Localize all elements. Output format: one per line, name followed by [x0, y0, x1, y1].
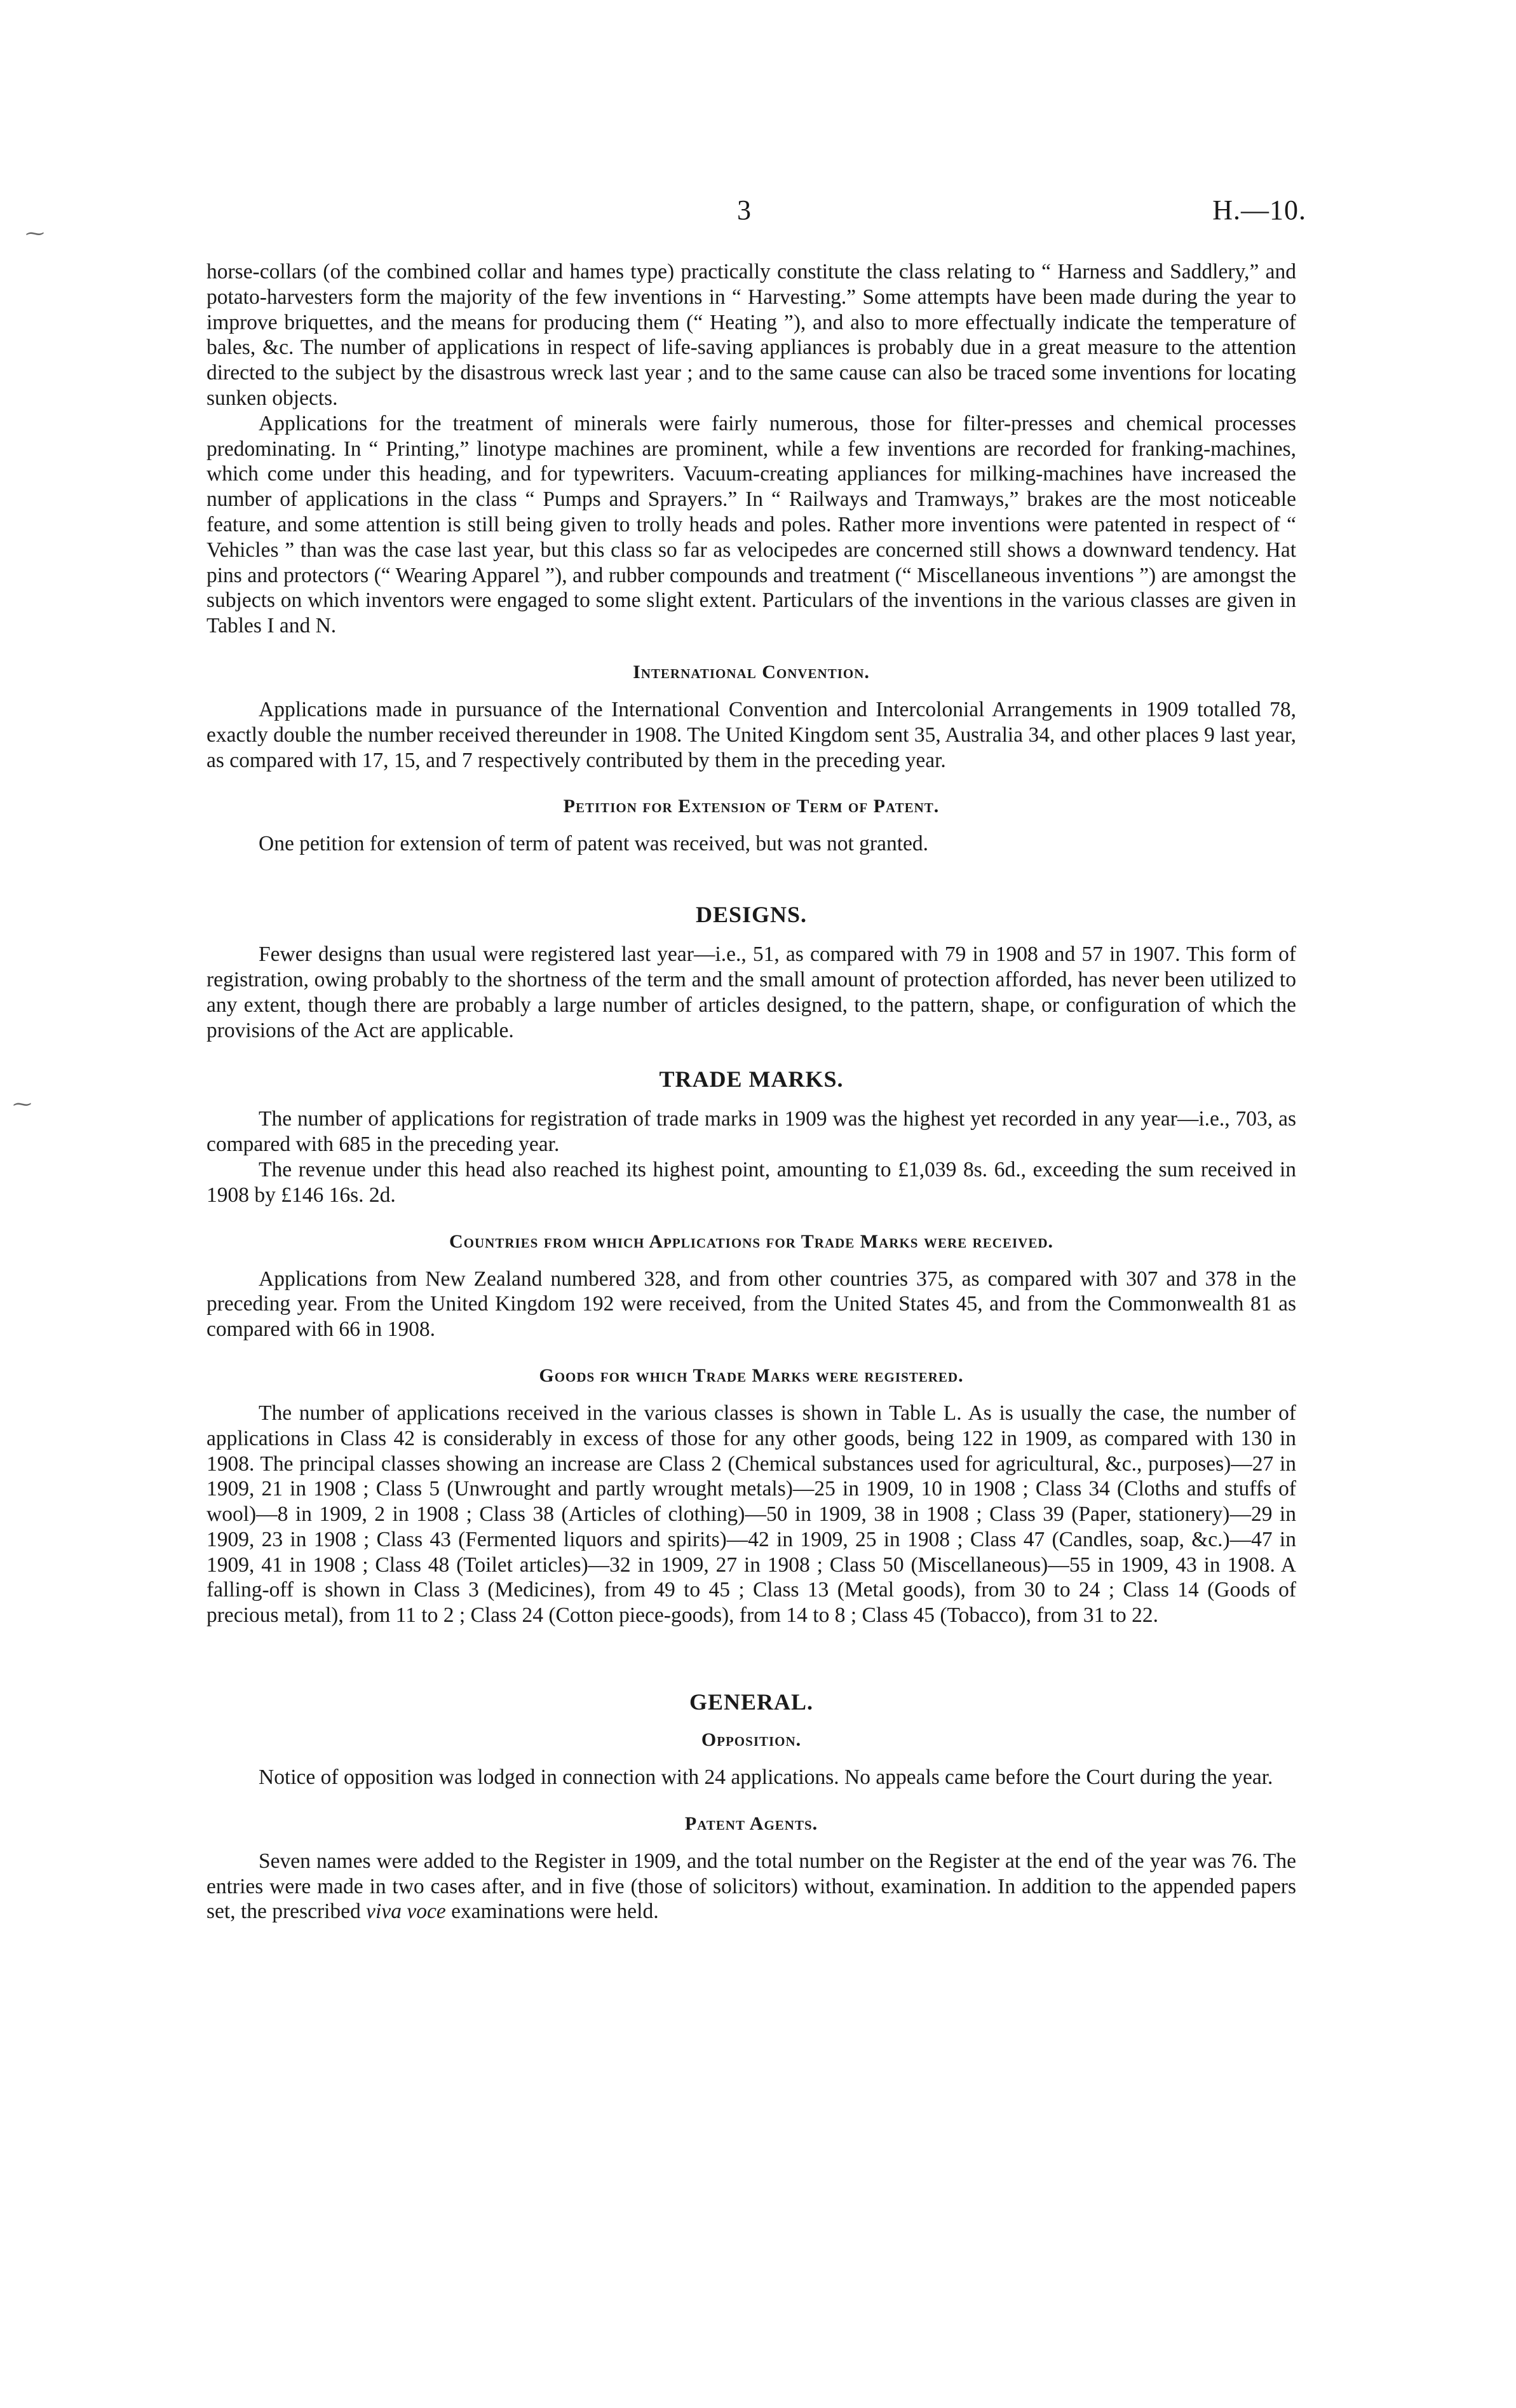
- section-heading: TRADE MARKS.: [659, 1066, 844, 1092]
- section-heading: Countries from which Applications for Trade Marks were received.: [449, 1230, 1053, 1252]
- body-paragraph: The number of applications for registration of trade marks in 1909 was the highest yet recorded in any year—i.e., 703, as compared with 685 in the preceding year.: [206, 1107, 1296, 1157]
- body-paragraph: Applications made in pursuance of the International Convention and Intercolonial Arrangements in 1909 totalled 78, exactly double the number received thereunder in 1908. The United Kingdom sent 35, Australia 34, and other places 9 last year, as compared with 17, 15, and 7 respectively contributed by them in the preceding year.: [206, 697, 1296, 772]
- subsection-heading: Patent Agents.: [684, 1813, 818, 1834]
- italic-phrase: viva voce: [366, 1900, 446, 1924]
- body-paragraph: Notice of opposition was lodged in connection with 24 applications. No appeals came before the Court during the year.: [259, 1765, 1273, 1790]
- document-reference: H.—10.: [1212, 194, 1306, 226]
- body-paragraph: Applications for the treatment of minerals were fairly numerous, those for filter-presses and chemical processes predominating. In “ Printing,” linotype machines are prominent, while a few inventions are recorded for franking-machines, which come under this heading, and for typewriters. Vacuum-creating appliances for milking-machines have increased the number of applications in the class “ Pumps and Sprayers.” In “ Railways and Tramways,” brakes are the most noticeable feature, and some attention is still being given to trolly heads and poles. Rather more inventions were patented in respect of “ Vehicles ” than was the case last year, but this class so far as velocipedes are concerned still shows a downward tendency. Hat pins and protectors (“ Wearing Apparel ”), and rubber compounds and treatment (“ Miscellaneous inventions ”) are amongst the subjects on which inventors were engaged to some slight extent. Particulars of the inventions in the various classes are given in Tables I and N.: [206, 411, 1296, 638]
- section-heading: DESIGNS.: [695, 902, 808, 928]
- margin-mark: ⁓: [13, 1094, 32, 1115]
- section-heading: GENERAL.: [689, 1689, 814, 1715]
- body-paragraph: Fewer designs than usual were registered last year—i.e., 51, as compared with 79 in 1908 and 57 in 1907. This form of registration, owing probably to the shortness of the term and the small amount of protection afforded, has never been utilized to any extent, though there are probably a large number of articles designed, to the pattern, shape, or configuration of which the provisions of the Act are applicable.: [206, 942, 1296, 1042]
- page-number: 3: [737, 194, 751, 226]
- section-heading: International Convention.: [633, 661, 870, 683]
- document-body: [206, 259, 1296, 1924]
- body-paragraph: One petition for extension of term of patent was received, but was not granted.: [259, 832, 928, 856]
- body-paragraph: The revenue under this head also reached its highest point, amounting to £1,039 8s. 6d., exceeding the sum received in 1908 by £146 16s. 2d.: [206, 1157, 1296, 1207]
- margin-mark: ⁓: [25, 223, 44, 244]
- page-header: [0, 194, 1516, 245]
- body-paragraph: horse-collars (of the combined collar and hames type) practically constitute the class relating to “ Harness and Saddlery,” and potato-harvesters form the majority of the few inventions in “ Harvesting.” Some attempts have been made during the year to improve briquettes, and the means for producing them (“ Heating ”), and also to more effectually indicate the temperature of bales, &c. The number of applications in respect of life-saving appliances is probably due in a great measure to the attention directed to the subject by the disastrous wreck last year ; and to the same cause can also be traced some inventions for locating sunken objects.: [206, 260, 1296, 410]
- section-heading: Petition for Extension of Term of Patent.: [563, 796, 940, 817]
- body-paragraph: Seven names were added to the Register in 1909, and the total number on the Register at the end of the year was 76. The entries were made in two cases after, and in five (those of solicitors) without, examination. In addition to the appended papers set, the prescribed viva voce examinations were held.: [206, 1849, 1296, 1924]
- body-paragraph: The number of applications received in the various classes is shown in Table L. As is usually the case, the number of applications in Class 42 is considerably in excess of those for any other goods, being 122 in 1909, as compared with 130 in 1908. The principal classes showing an increase are Class 2 (Chemical substances used for agricultural, &c., purposes)—27 in 1909, 21 in 1908 ; Class 5 (Unwrought and partly wrought metals)—25 in 1909, 10 in 1908 ; Class 34 (Cloths and stuffs of wool)—8 in 1909, 2 in 1908 ; Class 38 (Articles of clothing)—50 in 1909, 38 in 1908 ; Class 39 (Paper, stationery)—29 in 1909, 23 in 1908 ; Class 43 (Fermented liquors and spirits)—42 in 1909, 25 in 1908 ; Class 47 (Candles, soap, &c.)—47 in 1909, 41 in 1908 ; Class 48 (Toilet articles)—32 in 1909, 27 in 1908 ; Class 50 (Miscellaneous)—55 in 1909, 43 in 1908. A falling-off is shown in Class 3 (Medicines), from 49 to 45 ; Class 13 (Metal goods), from 30 to 24 ; Class 14 (Goods of precious metal), from 11 to 2 ; Class 24 (Cotton piece-goods), from 14 to 8 ; Class 45 (Tobacco), from 31 to 22.: [206, 1401, 1296, 1628]
- section-heading: Goods for which Trade Marks were registered.: [539, 1364, 964, 1386]
- body-paragraph: Applications from New Zealand numbered 328, and from other countries 375, as compared with 307 and 378 in the preceding year. From the United Kingdom 192 were received, from the United States 45, and from the Commonwealth 81 as compared with 66 in 1908.: [206, 1267, 1296, 1342]
- subsection-heading: Opposition.: [701, 1729, 802, 1751]
